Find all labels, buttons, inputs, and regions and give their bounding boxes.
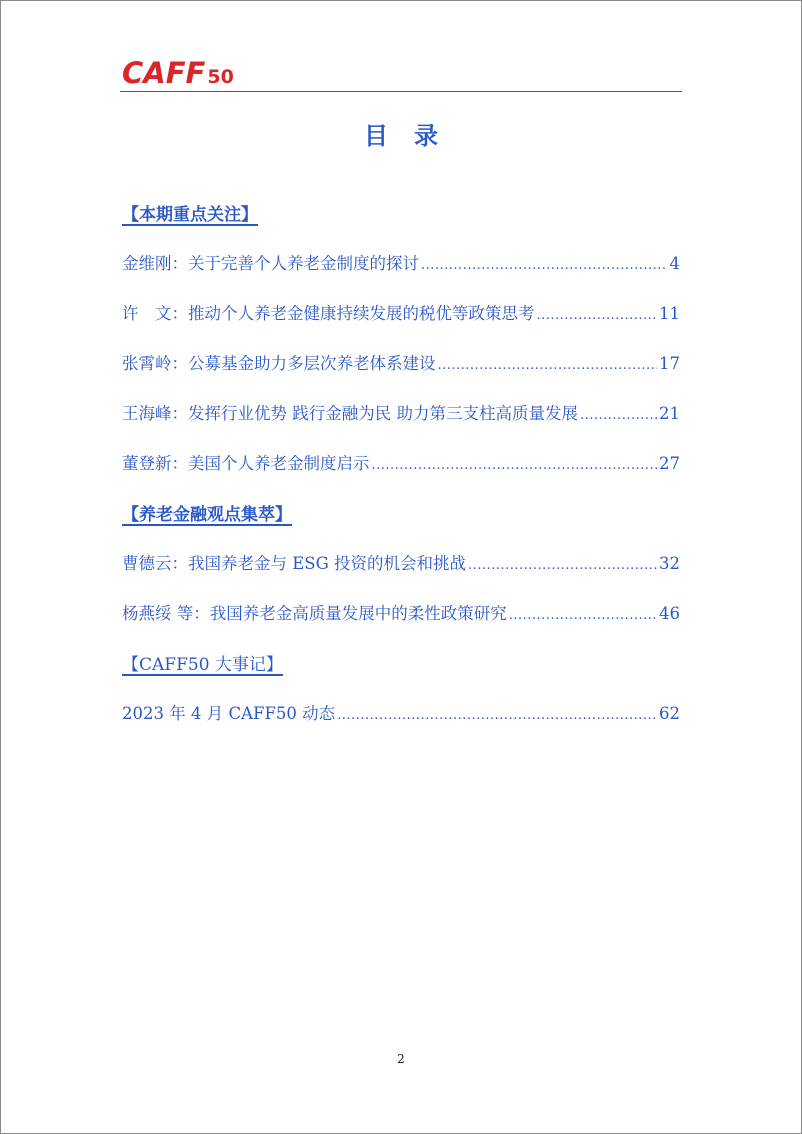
logo-sub-text: 50 — [207, 66, 234, 88]
toc-entry[interactable] — [122, 700, 680, 724]
toc-entry[interactable] — [122, 250, 680, 274]
toc-entry-page: 11 — [659, 304, 680, 323]
toc-entry-title: 2023 年 4 月 CAFF50 动态 — [122, 704, 336, 723]
toc-entry-title: 王海峰：发挥行业优势 践行金融为民 助力第三支柱高质量发展 — [122, 404, 578, 423]
dot-leader — [580, 408, 657, 423]
logo-main-text: CAFF — [122, 56, 206, 90]
toc-entry[interactable] — [122, 550, 680, 574]
dot-leader — [337, 708, 657, 723]
toc-entry-title: 董登新：美国个人养老金制度启示 — [122, 454, 370, 473]
toc-entry-title: 许 文：推动个人养老金健康持续发展的税优等政策思考 — [122, 304, 535, 323]
toc-entry[interactable] — [122, 600, 680, 624]
dot-leader — [372, 458, 658, 473]
dot-leader — [468, 558, 657, 573]
toc-entry-title: 张霄岭：公募基金助力多层次养老体系建设 — [122, 354, 436, 373]
toc-entry-page: 17 — [659, 354, 680, 373]
dot-leader — [509, 608, 657, 623]
toc-entry-page: 27 — [659, 454, 680, 473]
toc-entry-page: 21 — [659, 404, 680, 423]
page-number: 2 — [397, 1052, 405, 1066]
toc-entry-title: 杨燕绥 等：我国养老金高质量发展中的柔性政策研究 — [122, 604, 507, 623]
caff50-logo — [122, 56, 234, 90]
header-rule — [120, 91, 682, 92]
section-heading-focus[interactable]: 【本期重点关注】 — [122, 205, 258, 225]
toc-entry-page: 46 — [659, 604, 680, 623]
toc-entry[interactable] — [122, 350, 680, 374]
dot-leader — [438, 358, 658, 373]
toc-entry[interactable] — [122, 400, 680, 424]
dot-leader — [421, 258, 668, 273]
section-heading-events[interactable]: 【CAFF50 大事记】 — [122, 655, 283, 675]
page-title: 目录 — [364, 122, 464, 150]
toc-entry-page: 32 — [659, 554, 680, 573]
toc-entry-title: 曹德云：我国养老金与 ESG 投资的机会和挑战 — [122, 554, 467, 573]
section-heading-viewpoints[interactable]: 【养老金融观点集萃】 — [122, 505, 292, 525]
toc-entry[interactable] — [122, 450, 680, 474]
toc-entry-page: 4 — [669, 254, 680, 273]
toc-entry-title: 金维刚：关于完善个人养老金制度的探讨 — [122, 254, 419, 273]
dot-leader — [537, 308, 658, 323]
toc-entry[interactable] — [122, 300, 680, 324]
toc-entry-page: 62 — [659, 704, 680, 723]
